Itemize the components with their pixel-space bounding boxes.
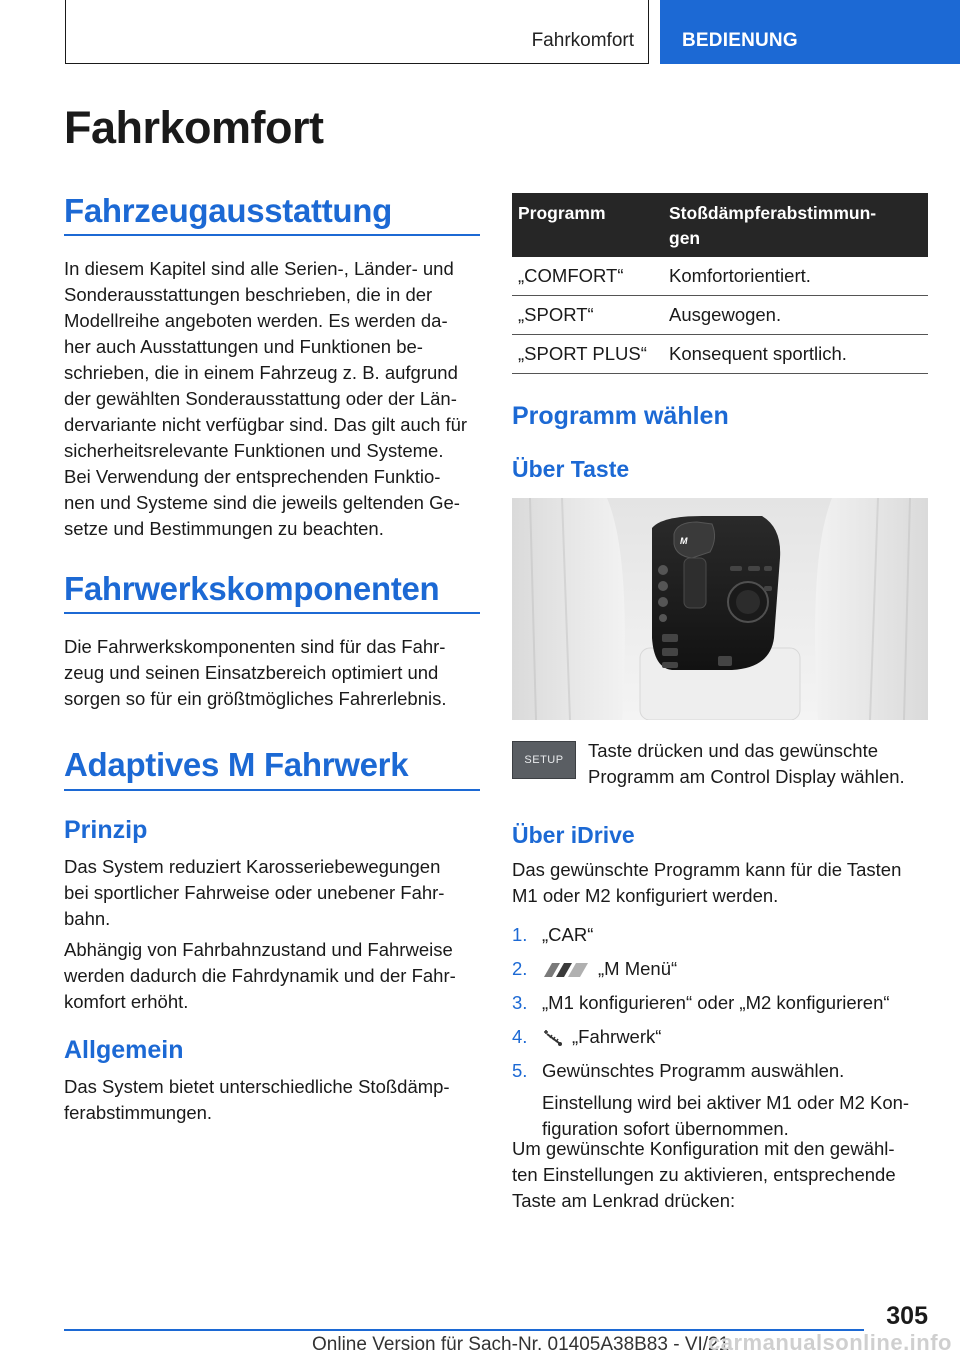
list-item: 3. „M1 konfigurieren“ oder „M2 konfigurieren“ xyxy=(512,992,890,1013)
table-cell: Komfortorientiert. xyxy=(669,265,811,286)
heading-fahrwerkskomponenten: Fahrwerkskomponenten xyxy=(64,570,440,607)
heading-allgemein: Allgemein xyxy=(64,1036,184,1064)
header-section-label: Fahrkomfort xyxy=(531,30,634,51)
heading-adaptives-m-fahrwerk: Adaptives M Fahrwerk xyxy=(64,746,409,783)
center-console-photo xyxy=(512,498,928,720)
list-item: 4. „Fahrwerk“ xyxy=(512,1026,662,1047)
table-cell: „COMFORT“ xyxy=(518,265,624,286)
idrive-step-list xyxy=(512,922,928,1150)
list-item: 5. Gewünschtes Programm auswählen. Einstellung wird bei aktiver M1 oder M2 Kon- figuration sofort übernommen. xyxy=(512,1058,928,1142)
table-header-row xyxy=(512,193,928,257)
table-cell: Ausgewogen. xyxy=(669,304,782,325)
step-note: Einstellung wird bei aktiver M1 oder M2 Kon- figuration sofort übernommen. xyxy=(542,1092,910,1139)
chassis-icon xyxy=(542,1029,564,1047)
paragraph-idrive: Das gewünschte Programm kann für die Tasten M1 oder M2 konfiguriert werden. xyxy=(512,859,902,906)
table-cell: „SPORT PLUS“ xyxy=(518,343,647,364)
header-chapter-tab xyxy=(660,0,960,64)
heading-ueber-taste: Über Taste xyxy=(512,456,630,482)
paragraph-prinzip-2: Abhängig von Fahrbahnzustand und Fahrweise werden dadurch die Fahrdynamik und der Fahr- komfort erhöht. xyxy=(64,939,456,1012)
table-header-stossdaempfer: Stoßdämpferabstimmun- gen xyxy=(669,203,877,248)
table-cell: „SPORT“ xyxy=(518,304,594,325)
svg-text:M: M xyxy=(680,536,688,546)
list-item: 1. „CAR“ xyxy=(512,924,594,945)
table-row xyxy=(512,296,928,335)
heading-rule xyxy=(64,789,480,791)
heading-rule xyxy=(64,612,480,614)
heading-prinzip: Prinzip xyxy=(64,816,148,844)
header-chapter-label: BEDIENUNG xyxy=(682,30,798,51)
heading-fahrzeugausstattung: Fahrzeugausstattung xyxy=(64,192,392,229)
page-title: Fahrkomfort xyxy=(64,102,324,153)
table-row xyxy=(512,335,928,374)
table-row xyxy=(512,257,928,296)
heading-ueber-idrive: Über iDrive xyxy=(512,822,635,848)
table-cell: Konsequent sportlich. xyxy=(669,343,847,364)
footer-version-text: Online Version für Sach-Nr. 01405A38B83 - VI/21 xyxy=(312,1334,730,1355)
paragraph-closing: Um gewünschte Konfiguration mit den gewähl- ten Einstellungen zu aktivieren, entsprechende Taste am Lenkrad drücken: xyxy=(512,1138,896,1211)
paragraph-taste: Taste drücken und das gewünschte Programm am Control Display wählen. xyxy=(588,740,905,787)
page-number: 305 xyxy=(886,1302,928,1330)
paragraph-fahrwerkskomponenten: Die Fahrwerkskomponenten sind für das Fahr- zeug und seinen Einsatzbereich optimiert und sorgen so für ein größtmögliches Fahrerlebnis. xyxy=(64,636,447,709)
setup-button-icon: SETUP xyxy=(512,741,576,779)
table-header-programm: Programm xyxy=(518,203,606,223)
paragraph-allgemein: Das System bietet unterschiedliche Stoßdämp- ferabstimmungen. xyxy=(64,1076,450,1123)
paragraph-prinzip-1: Das System reduziert Karosseriebewegungen bei sportlicher Fahrweise oder unebener Fahr- bahn. xyxy=(64,856,445,929)
damper-program-table xyxy=(512,193,928,374)
header-section-box xyxy=(65,0,649,64)
heading-programm-waehlen: Programm wählen xyxy=(512,402,729,430)
heading-rule xyxy=(64,234,480,236)
m-menu-icon xyxy=(542,962,590,978)
paragraph-fahrzeugausstattung: In diesem Kapitel sind alle Serien-, Länder- und Sonderausstattungen beschrieben, die in der Modellreihe angeboten werden. Es werden da- her auch Ausstattungen und Funktionen be- schrieben, die in einem Fahrzeug z. B. aufgrund der gewählten Sonderausstattung oder der Län- dervariante nicht verfügbar sind. Das gilt auch für sicherheitsrelevante Funktionen und Systeme. Bei Verwendung der entsprechenden Funktio- nen und Systeme sind die jeweils geltenden Ge- setze und Bestimmungen zu beachten. xyxy=(64,258,468,539)
list-item: 2. „M Menü“ xyxy=(512,958,678,979)
watermark: carmanualsonline.info xyxy=(708,1330,952,1355)
